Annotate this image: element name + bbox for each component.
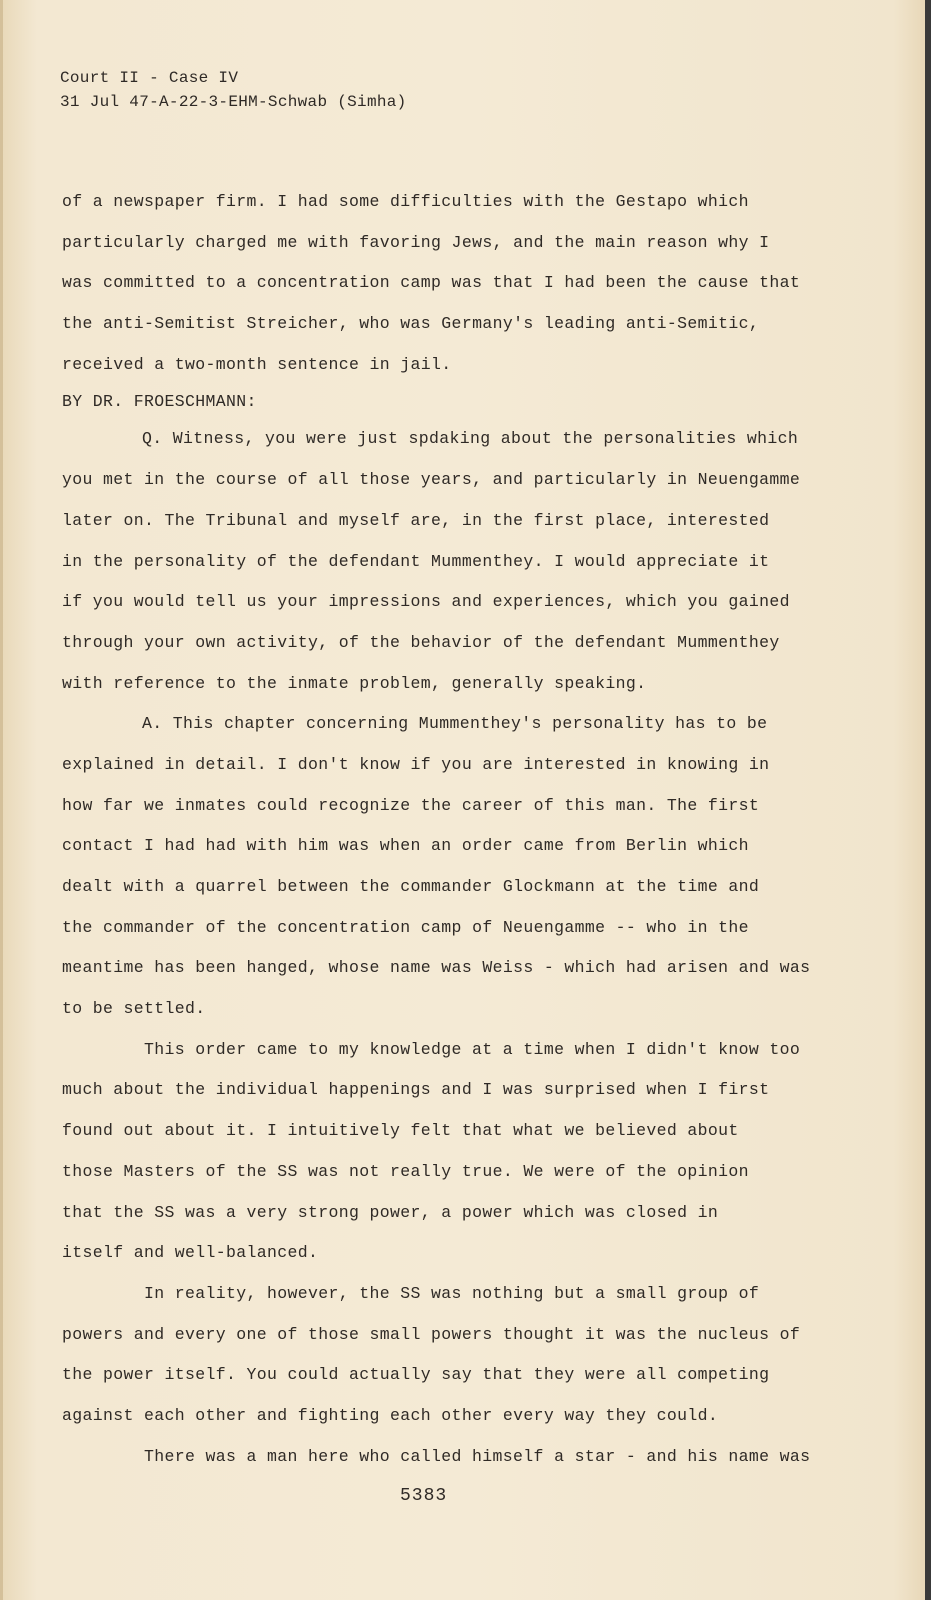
answer-paragraph: [62, 704, 852, 1030]
page-number: 5383: [400, 1486, 448, 1506]
text-line: meantime has been hanged, whose name was Weiss - which had arisen and was: [62, 958, 811, 978]
text-line: you met in the course of all those years, and particularly in Neuengamme: [62, 470, 801, 490]
paragraph: [62, 1274, 852, 1437]
text-line: the commander of the concentration camp of Neuengamme -- who in the: [62, 917, 749, 937]
text-line: later on. The Tribunal and myself are, in the first place, interested: [62, 510, 770, 530]
text-line: A. This chapter concerning Mummenthey's personality has to be: [142, 714, 768, 734]
text-line: in the personality of the defendant Mummenthey. I would appreciate it: [62, 551, 770, 571]
examiner-label: [62, 385, 852, 419]
text-line: There was a man here who called himself a star - and his name was: [144, 1446, 811, 1466]
text-line: against each other and fighting each other every way they could.: [62, 1405, 719, 1425]
text-line: This order came to my knowledge at a time when I didn't know too: [144, 1039, 801, 1059]
paragraph: [62, 1437, 852, 1478]
document-header: [60, 66, 407, 114]
paper-edge-left: [0, 0, 3, 1600]
text-line: In reality, however, the SS was nothing but a small group of: [144, 1283, 760, 1303]
text-line: was committed to a concentration camp was that I had been the cause that: [62, 273, 801, 293]
text-line: explained in detail. I don't know if you are interested in knowing in: [62, 754, 770, 774]
text-line: contact I had had with him was when an order came from Berlin which: [62, 836, 749, 856]
text-line: of a newspaper firm. I had some difficulties with the Gestapo which: [62, 192, 749, 211]
text-line: the power itself. You could actually say that they were all competing: [62, 1365, 770, 1385]
text-line: to be settled.: [62, 999, 206, 1019]
text-line: if you would tell us your impressions and experiences, which you gained: [62, 592, 790, 612]
paragraph: [62, 1030, 852, 1274]
text-line: received a two-month sentence in jail.: [62, 354, 452, 374]
text-line: dealt with a quarrel between the commander Glockmann at the time and: [62, 877, 760, 896]
text-line: through your own activity, of the behavior of the defendant Mummenthey: [62, 632, 780, 652]
text-line: particularly charged me with favoring Jews, and the main reason why I: [62, 232, 770, 252]
text-line: that the SS was a very strong power, a power which was closed in: [62, 1202, 719, 1222]
text-line: with reference to the inmate problem, generally speaking.: [62, 673, 647, 693]
text-line: how far we inmates could recognize the career of this man. The first: [62, 795, 760, 815]
paragraph: [62, 182, 852, 385]
text-line: itself and well-balanced.: [62, 1243, 319, 1263]
scan-border-right: [925, 0, 931, 1600]
transcript-body: [62, 182, 852, 1477]
reference-line: 31 Jul 47-A-22-3-EHM-Schwab (Simha): [60, 93, 407, 111]
question-paragraph: [62, 419, 852, 704]
text-line: much about the individual happenings and I was surprised when I first: [62, 1080, 770, 1100]
text-line: the anti-Semitist Streicher, who was Germany's leading anti-Semitic,: [62, 314, 760, 334]
text-line: those Masters of the SS was not really true. We were of the opinion: [62, 1161, 749, 1181]
text-line: Q. Witness, you were just spdaking about the personalities which: [142, 429, 799, 449]
text-line: powers and every one of those small powers thought it was the nucleus of: [62, 1324, 801, 1344]
text-line: BY DR. FROESCHMANN:: [62, 392, 257, 412]
text-line: found out about it. I intuitively felt that what we believed about: [62, 1121, 739, 1141]
court-case-line: Court II - Case IV: [60, 69, 239, 87]
